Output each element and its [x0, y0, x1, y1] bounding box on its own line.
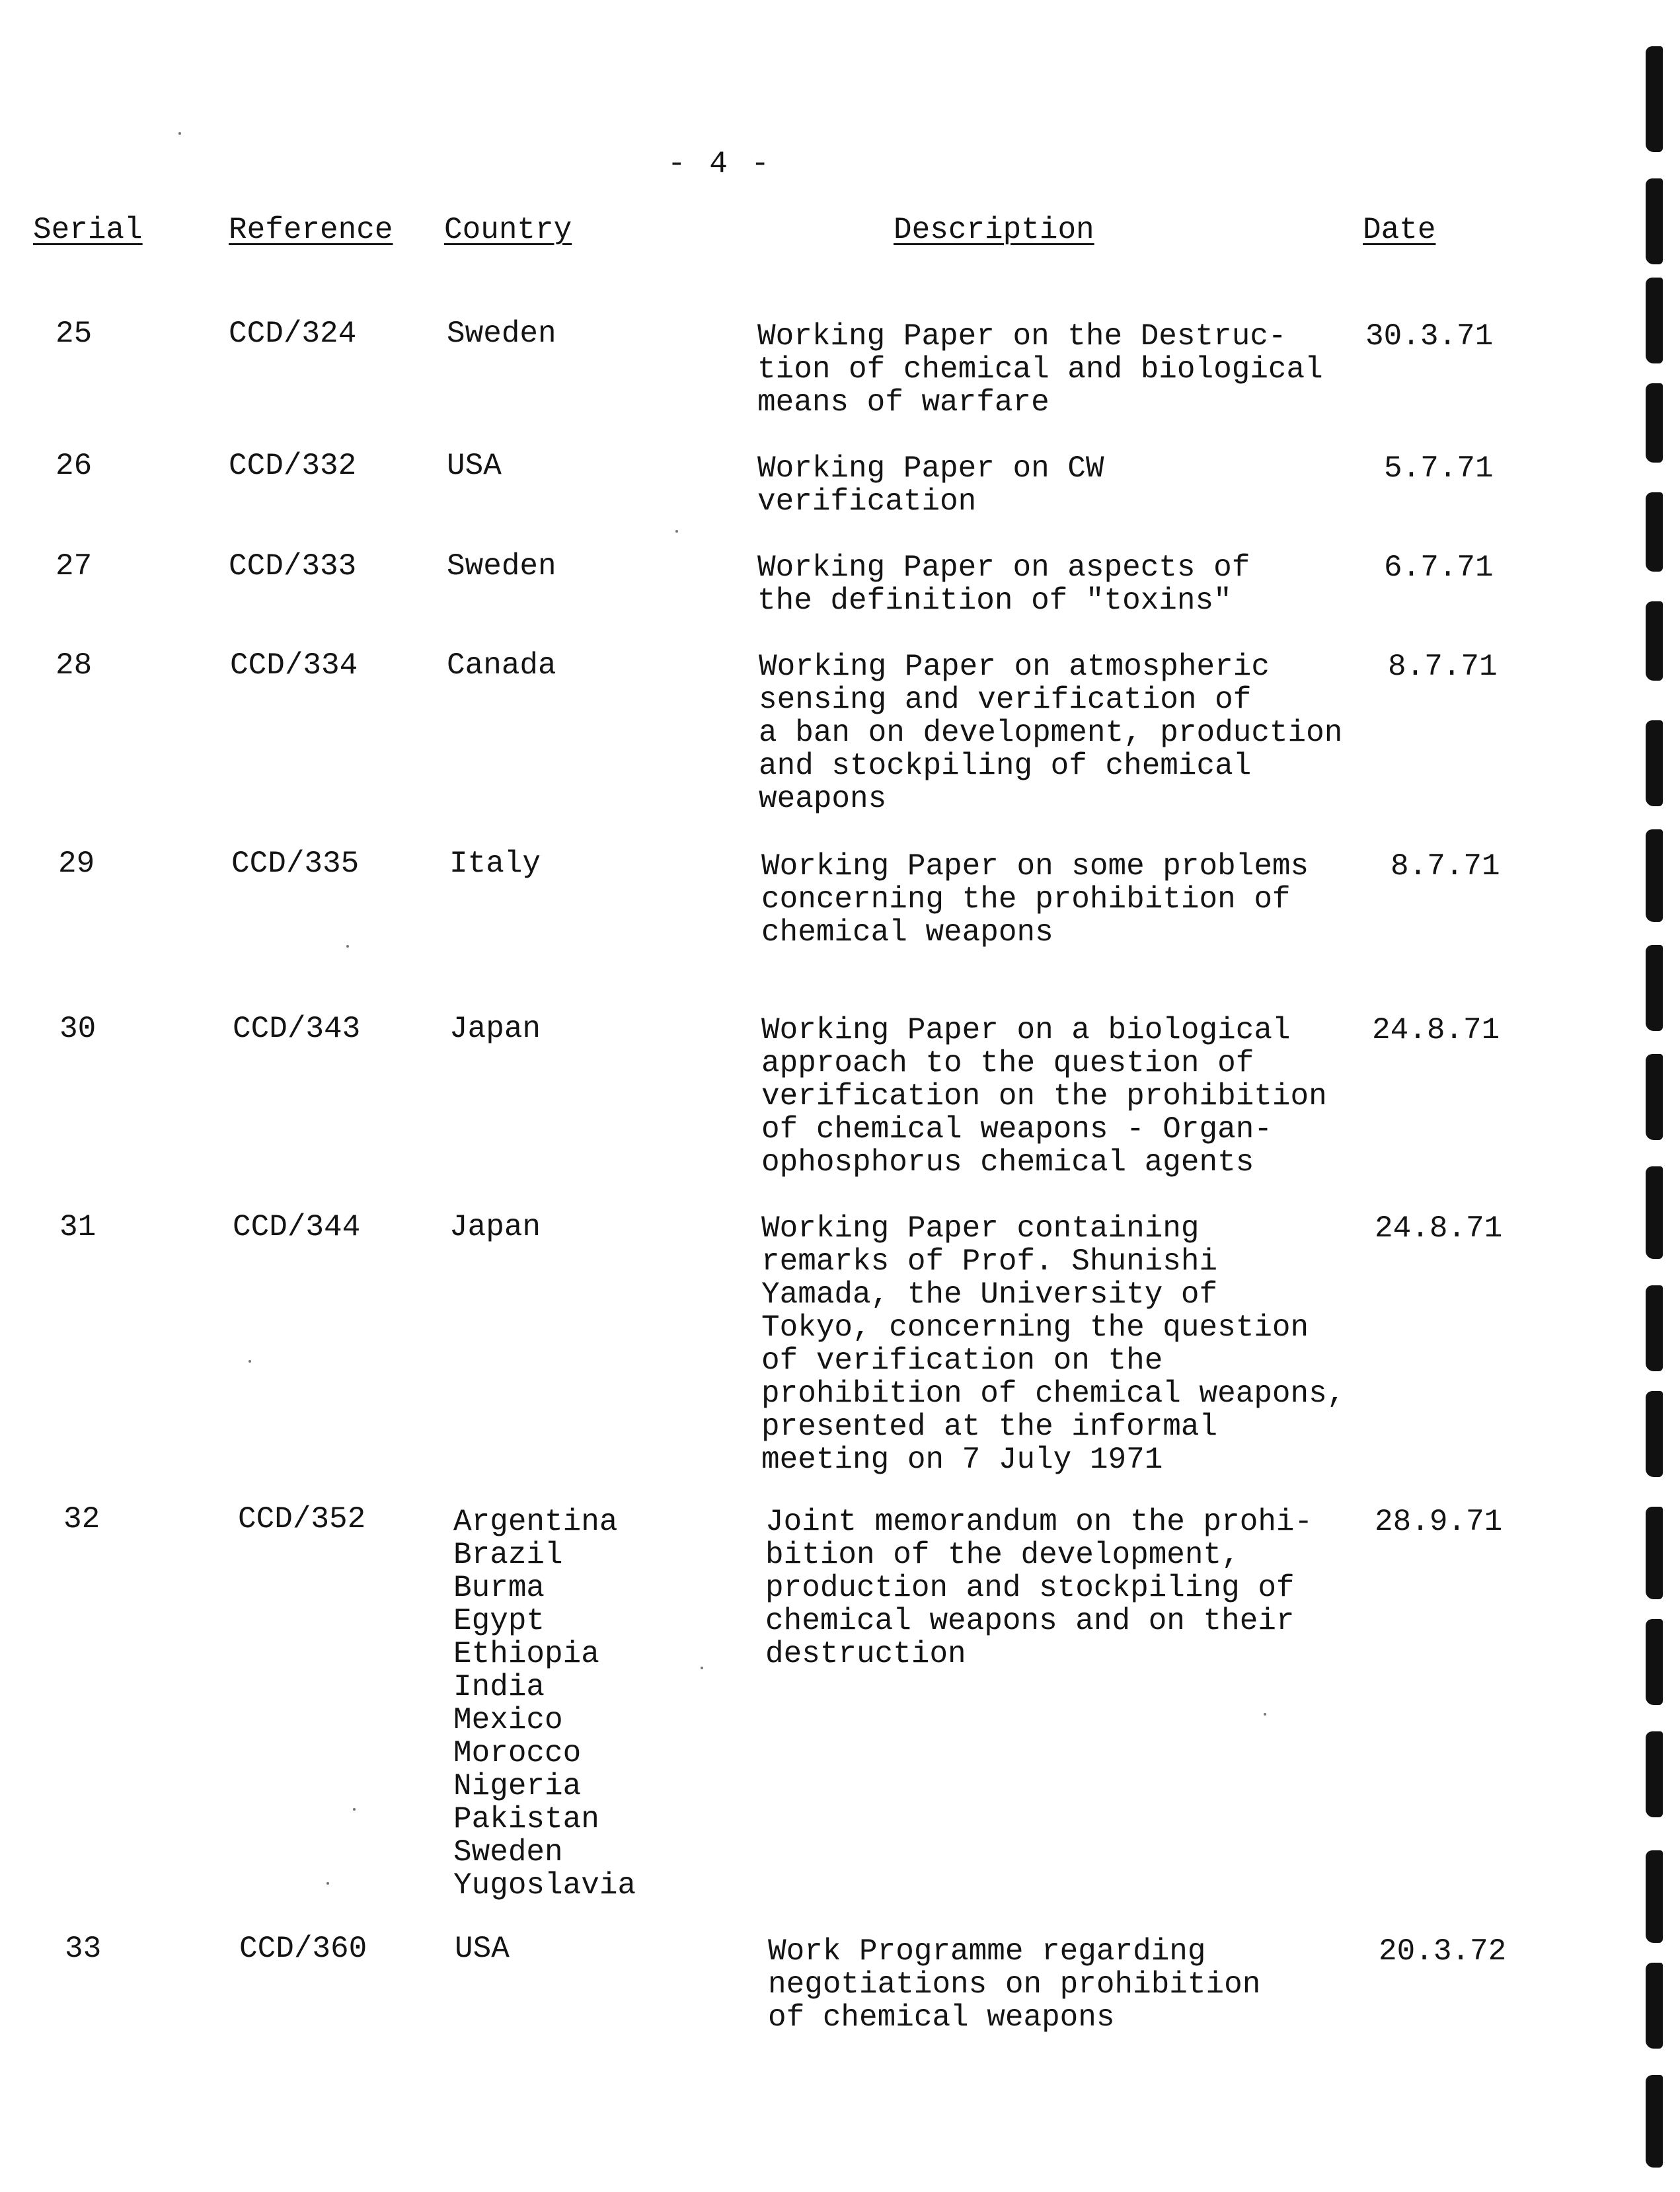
serial-cell: 31: [59, 1210, 96, 1244]
header-serial: Serial: [33, 213, 143, 247]
reference-cell: CCD/333: [229, 549, 357, 584]
description-cell: Joint memorandum on the prohi- bition of the development, production and stockpiling of chemical weapons and on their destruction: [765, 1505, 1313, 1671]
country-cell: Japan: [449, 1210, 541, 1244]
scan-speck: [353, 1808, 356, 1811]
scan-speck: [248, 1360, 251, 1363]
serial-cell: 26: [56, 449, 93, 483]
binder-mark: [1646, 1391, 1663, 1477]
date-cell: 5.7.71: [1384, 451, 1494, 486]
date-cell: 24.8.71: [1372, 1013, 1500, 1047]
reference-cell: CCD/332: [229, 449, 357, 483]
date-cell: 8.7.71: [1388, 650, 1498, 684]
scan-speck: [701, 1667, 703, 1669]
reference-cell: CCD/360: [239, 1932, 367, 1966]
binder-mark: [1646, 1054, 1663, 1140]
date-cell: 20.3.72: [1379, 1934, 1507, 1969]
description-cell: Working Paper on the Destruc- tion of chemical and biological means of warfare: [757, 319, 1323, 420]
binder-mark: [1646, 1166, 1663, 1259]
serial-cell: 32: [63, 1502, 100, 1536]
date-cell: 8.7.71: [1391, 849, 1500, 884]
binder-mark: [1646, 492, 1663, 572]
binder-mark: [1646, 945, 1663, 1031]
country-cell: Canada: [447, 648, 556, 683]
description-cell: Working Paper on aspects of the definition of "toxins": [757, 550, 1250, 618]
serial-cell: 33: [65, 1932, 102, 1966]
scan-speck: [346, 945, 349, 948]
serial-cell: 29: [58, 847, 95, 881]
reference-cell: CCD/344: [233, 1210, 361, 1244]
binder-mark: [1646, 383, 1663, 463]
serial-cell: 27: [56, 549, 93, 584]
description-cell: Working Paper on a biological approach to the question of verification on the prohibition of chemical weapons - Organ- ophosphorus chemical agents: [761, 1013, 1327, 1180]
reference-cell: CCD/352: [238, 1502, 366, 1536]
binder-mark: [1646, 2075, 1663, 2168]
country-cell: Japan: [449, 1012, 541, 1046]
page-number: - 4 -: [668, 147, 773, 181]
reference-cell: CCD/324: [229, 317, 357, 351]
scan-speck: [178, 132, 181, 135]
country-cell: Argentina Brazil Burma Egypt Ethiopia India Mexico Morocco Nigeria Pakistan Sweden Yugoslavia: [453, 1505, 636, 1903]
date-cell: 28.9.71: [1375, 1505, 1503, 1539]
header-date: Date: [1363, 213, 1436, 247]
binder-mark: [1646, 829, 1663, 922]
scan-speck: [675, 530, 678, 533]
binder-mark: [1646, 1285, 1663, 1371]
serial-cell: 28: [56, 648, 93, 683]
country-cell: Sweden: [447, 549, 556, 584]
binder-mark: [1646, 278, 1663, 363]
serial-cell: 25: [56, 317, 93, 351]
binder-mark: [1646, 720, 1663, 806]
country-cell: Sweden: [447, 317, 556, 351]
binder-mark: [1646, 1731, 1663, 1817]
description-cell: Working Paper on atmospheric sensing and verification of a ban on development, production and stockpiling of chemical weapons: [759, 650, 1343, 816]
description-cell: Working Paper on CW verification: [757, 451, 1104, 519]
country-cell: Italy: [449, 847, 541, 881]
country-cell: USA: [455, 1932, 510, 1966]
binder-mark: [1646, 1619, 1663, 1705]
serial-cell: 30: [59, 1012, 96, 1046]
description-cell: Working Paper containing remarks of Prof. Shunishi Yamada, the University of Tokyo, concerning the question of verification on the prohibition of chemical weapons, presented at the informal meeting on 7 July 1971: [761, 1211, 1346, 1477]
reference-cell: CCD/343: [233, 1012, 361, 1046]
date-cell: 30.3.71: [1365, 319, 1494, 354]
binder-mark: [1646, 1963, 1663, 2049]
date-cell: 6.7.71: [1384, 550, 1494, 585]
header-country: Country: [444, 213, 572, 247]
description-cell: Working Paper on some problems concerning the prohibition of chemical weapons: [761, 849, 1309, 950]
country-cell: USA: [447, 449, 502, 483]
binder-mark: [1646, 1507, 1663, 1599]
scan-speck: [326, 1882, 329, 1885]
scan-speck: [1264, 1713, 1266, 1716]
header-description: Description: [894, 213, 1094, 247]
header-reference: Reference: [229, 213, 393, 247]
binder-mark: [1646, 178, 1663, 264]
reference-cell: CCD/335: [231, 847, 360, 881]
description-cell: Work Programme regarding negotiations on prohibition of chemical weapons: [768, 1934, 1261, 2035]
date-cell: 24.8.71: [1375, 1211, 1503, 1246]
reference-cell: CCD/334: [230, 648, 358, 683]
binder-mark: [1646, 1850, 1663, 1943]
binder-mark: [1646, 46, 1663, 152]
binder-mark: [1646, 601, 1663, 681]
